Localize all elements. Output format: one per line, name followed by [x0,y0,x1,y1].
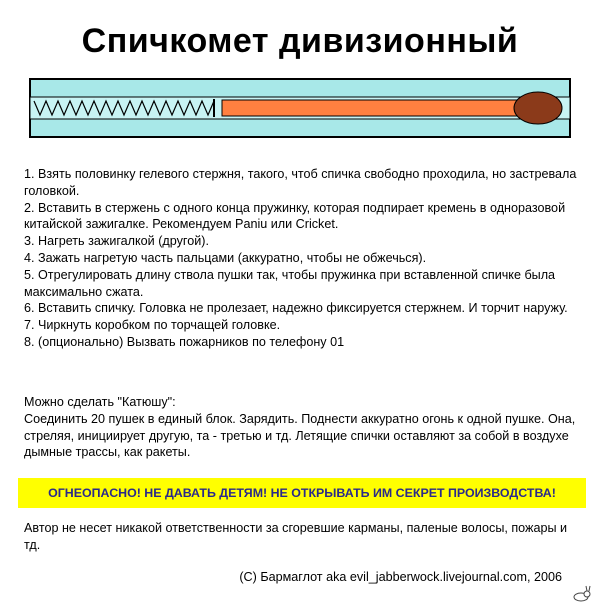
page-title: Спичкомет дивизионный [81,22,519,60]
step-5: 5. Отрегулировать длину ствола пушки так, чтобы пружинка при вставленной спичке была максимально сжата. [24,267,556,299]
warning-banner [18,478,586,508]
warning-text: ОГНЕОПАСНО! НЕ ДАВАТЬ ДЕТЯМ! НЕ ОТКРЫВАТЬ ИМ СЕКРЕТ ПРОИЗВОДСТВА! [48,486,556,500]
step-7: 7. Чиркнуть коробком по торчащей головке. [24,318,281,333]
step-3: 3. Нагреть зажигалкой (другой). [24,234,209,249]
match-head [514,92,562,124]
katyusha-text: Соединить 20 пушек в единый блок. Зарядить. Поднести аккуратно огонь к одной пушке. Она, стреляя, инициирует другую, та - третью и тд. Летящие спички оставляют за собой в воздухе дымные трассы, как ракеты. [24,411,576,460]
match-stick [222,100,522,116]
step-8: 8. (опционально) Вызвать пожарников по телефону 01 [24,334,345,349]
step-1: 1. Взять половинку гелевого стержня, такого, чтоб спичка свободно проходила, но застревала головкой. [24,167,577,198]
step-4: 4. Зажать нагретую часть пальцами (аккуратно, чтобы не обжечься). [24,250,427,265]
katyusha-heading: Можно сделать "Катюшу": [24,395,176,409]
step-2: 2. Вставить в стержень с одного конца пружинку, которая подпирает кремень в одноразовой китайской зажигалке. Рекомендуем Paniu или Cricket. [24,200,566,232]
rabbit-icon [570,585,592,603]
katyusha-section [24,394,584,461]
copyright-line: (C) Бармаглот aka evil_jabberwock.livejournal.com, 2006 [239,570,562,584]
disclaimer: Автор не несет никакой ответственности за сгоревшие карманы, паленые волосы, пожары и тд. [24,521,568,552]
step-6: 6. Вставить спичку. Головка не пролезает, надежно фиксируется стержнем. И торчит наружу. [24,301,568,316]
matchgun-diagram [26,73,574,149]
instruction-steps [24,166,584,351]
